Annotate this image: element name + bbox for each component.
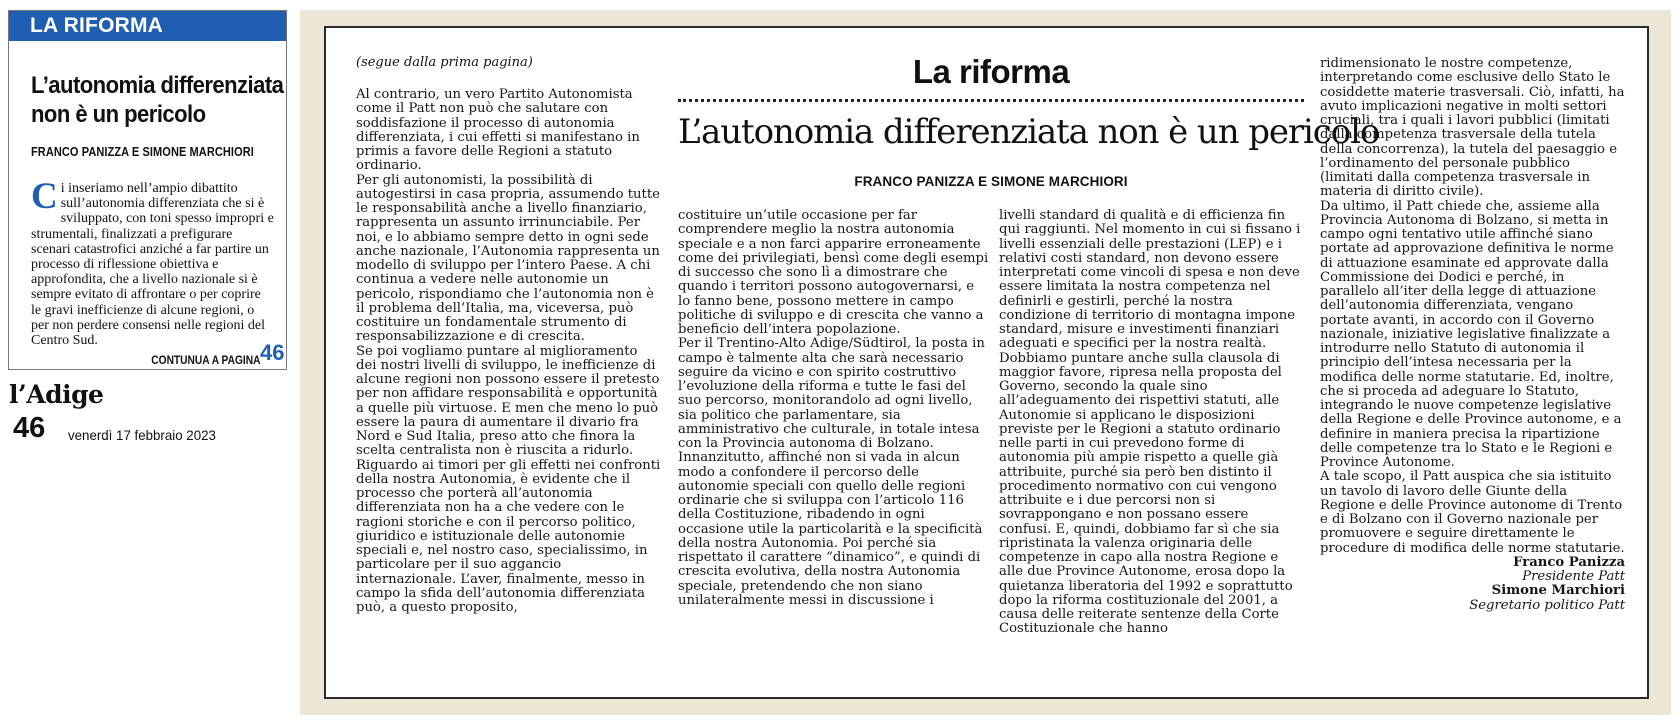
paragraph: livelli standard di qualità e di efficienza fin qui raggiunti. Nel momento in cui si fissano i livelli essenziali delle prestazioni (LEP) e i relativi costi standard, non devono essere interpretati come vincoli di spesa e non deve essere limitata la nostra competenza nel definirli e gestirli, perché la nostra condizione di territorio di montagna impone standard, misure e investimenti finanziari adeguati e specifici per la nostra realtà. (999, 208, 1301, 352)
signature-block (1320, 556, 1625, 613)
paragraph: Al contrario, un vero Partito Autonomista come il Patt non può che salutare con soddisfazione il processo di autonomia differenziata, i cui effetti si manifestano in primis a favore delle Regioni a statuto ordinario. (356, 87, 640, 174)
text-column-1 (356, 88, 661, 615)
article-title: L’autonomia differenziata non è un pericolo (678, 112, 1380, 152)
segue-note: (segue dalla prima pagina) (356, 55, 533, 70)
paragraph: Dobbiamo puntare anche sulla clausola di maggior favore, ripresa nella proposta del Governo, secondo la quale sino all’adeguamento dei rispettivi statuti, alle Autonomie si applicano le disposizioni previste per le Regioni a statuto ordinario nelle parti in cui prevedono forme di autonomia più ampie rispetto a quelle già attribuite, purché sia però ben distinto il procedimento normativo con cui vengono attribuite e i due percorsi non si sovrappongano e non possano essere confusi. E, quindi, dobbiamo far sì che sia ripristinata la valenza originaria delle competenze in capo alla nostra Regione e alle due Province Autonome, erosa dopo la quietanza liberatoria del 1992 e soprattutto dopo la riforma costituzionale del 2001, a causa delle reiterate sentenze della Corte Costituzionale che hanno (999, 350, 1293, 637)
signature-name: Franco Panizza (1513, 554, 1625, 570)
paragraph: A tale scopo, il Patt auspica che sia istituito un tavolo di lavoro delle Giunte della Regione e delle Province autonome di Trento e di Bolzano con il Governo nazionale per promuovere e seguire direttamente le procedure di modifica delle norme statutarie. (1320, 469, 1625, 556)
signature-role: Presidente Patt (1522, 569, 1625, 584)
continue-page-number[interactable]: 46 (260, 340, 285, 365)
teaser-title[interactable] (31, 71, 284, 129)
teaser-authors: FRANCO PANIZZA E SIMONE MARCHIORI (31, 145, 254, 159)
text-column-3 (999, 209, 1304, 637)
paragraph: Da ultimo, il Patt chiede che, assieme alla Provincia Autonoma di Bolzano, si metta in campo ogni tentativo utile affinché siano portate ad approvazione definitiva le norme di attuazione esaminate ed approvate dalla Commissione dei Dodici e perché, in parallelo all’iter della legge di attuazione dell’autonomia differenziata, vengano portate avanti, in accordo con il Governo nazionale, iniziative legislative finalizzate a introdurre nello Statuto di autonomia il principio dell’intesa necessaria per la modifica delle norme statutarie. Ed, inoltre, che si proceda ad adeguare lo Statuto, integrando le nuove competenze legislative della Regione e delle Province autonome, e a definire in maniera precisa la ripartizione delle competenze tra lo Stato e le Regioni e Province Autonome. (1320, 198, 1622, 470)
signature-name: Simone Marchiori (1491, 583, 1625, 599)
signature-role: Segretario politico Patt (1469, 597, 1625, 613)
dotted-rule (678, 99, 1304, 102)
teaser-body (31, 176, 274, 349)
paragraph: costituire un’utile occasione per far comprendere meglio la nostra autonomia speciale e a non farci apparire erroneamente come dei privilegiati, bensì come degli esempi di successo che sono lì a dimostrare che quando i territori possono autogovernarsi, e lo fanno bene, possono mettere in campo politiche di sviluppo e di crescita che vanno a beneficio dell’intera popolazione. (678, 208, 989, 337)
teaser-title-line2: non è un pericolo (31, 101, 206, 128)
page-date: venerdì 17 febbraio 2023 (68, 427, 216, 443)
front-teaser-box[interactable] (8, 10, 287, 370)
article-frame (324, 26, 1649, 699)
paragraph: Innanzitutto, affinché non si vada in alcun modo a confondere il percorso delle autonomie speciali con quello delle regioni ordinarie che si sviluppa con l’articolo 116 della Costituzione, ribadendo in ogni occasione utile la particolarità e la specificità della nostra Autonomia. Poi perché sia rispettato il carattere “dinamico”, e quindi di crescita evolutiva, della nostra Autonomia speciale, pretendendo che non siano unilateralmente messi in discussione i (678, 450, 983, 608)
newspaper-masthead: l’Adige (9, 380, 104, 409)
dropcap: C (31, 176, 58, 217)
teaser-body-text: i inseriamo nell’ampio dibattito sull’autonomia differenziata che si è sviluppato, con toni spesso impropri e strumentali, finalizzati a prefigurare scenari catastrofici anziché a far partire un processo di riflessione obiettiva e approfondita, che a livello nazionale si è sempre evitato di affrontare o per coprire le gravi inefficienze di alcune regioni, o per non perdere consensi nelle regioni del Centro Sud. (31, 181, 274, 349)
section-banner: LA RIFORMA (9, 11, 286, 41)
page-number: 46 (13, 412, 46, 444)
paragraph: ridimensionato le nostre competenze, interpretando come esclusive dello Stato le cosiddette materie trasversali. Ciò, infatti, ha avuto implicazioni negative in molti settori cruciali, tra i quali i lavori pubblici (limitati dalla competenza trasversale della tutela della concorrenza), la tutela del paesaggio e l’ordinamento del personale pubblico (limitati dalla competenza trasversale in materia di diritto civile). (1320, 56, 1625, 200)
article-authors: FRANCO PANIZZA E SIMONE MARCHIORI (854, 174, 1128, 189)
teaser-title-line1: L’autonomia differenziata (31, 72, 284, 99)
continue-link[interactable]: CONTUNUA A PAGINA (150, 353, 260, 367)
paragraph: Per gli autonomisti, la possibilità di autogestirsi in casa propria, assumendo tutte le responsabilità anche a livello finanziario, rappresenta un assunto irrinunciabile. Per noi, e lo abbiamo sempre detto in ogni sede anche nazionale, l’Autonomia rappresenta un modello di sviluppo per l’intero Paese. A chi continua a vedere nelle autonomie un pericolo, rispondiamo che l’autonomia non è il problema dell’Italia, ma, viceversa, può costituire un fondamentale strumento di responsabilizzazione e di crescita. (356, 172, 660, 345)
paragraph: Riguardo ai timori per gli effetti nei confronti della nostra Autonomia, è evidente che il processo che porterà all’autonomia differenziata non ha a che vedere con le ragioni storiche e con il percorso politico, giuridico e istituzionale delle autonomie speciali e, nel nostro caso, specialissimo, in particolare per il suo aggancio internazionale. L’aver, finalmente, messo in campo la sfida dell’autonomia differenziata può, a questo proposito, (356, 457, 661, 615)
paragraph: Se poi vogliamo puntare al miglioramento dei nostri livelli di sviluppo, le inefficienze di alcune regioni non possono essere il pretesto per non affidare responsabilità e opportunità a quelle più virtuose. E men che meno lo può essere la paura di aumentare il divario fra Nord e Sud Italia, preso atto che finora la scelta centralista non è riuscita a ridurlo. (356, 343, 660, 459)
paragraph: Per il Trentino-Alto Adige/Südtirol, la posta in campo è talmente alta che sarà necessario seguire da vicino e con spirito costruttivo l’evoluzione della riforma e tutte le fasi del suo percorso, monitorandolo ad ogni livello, sia politico che parlamentare, sia amministrativo che culturale, in totale intesa con la Provincia autonoma di Bolzano. (678, 336, 985, 451)
text-column-2 (678, 209, 990, 608)
article-kicker: La riforma (912, 53, 1070, 90)
text-column-4 (1320, 57, 1625, 613)
